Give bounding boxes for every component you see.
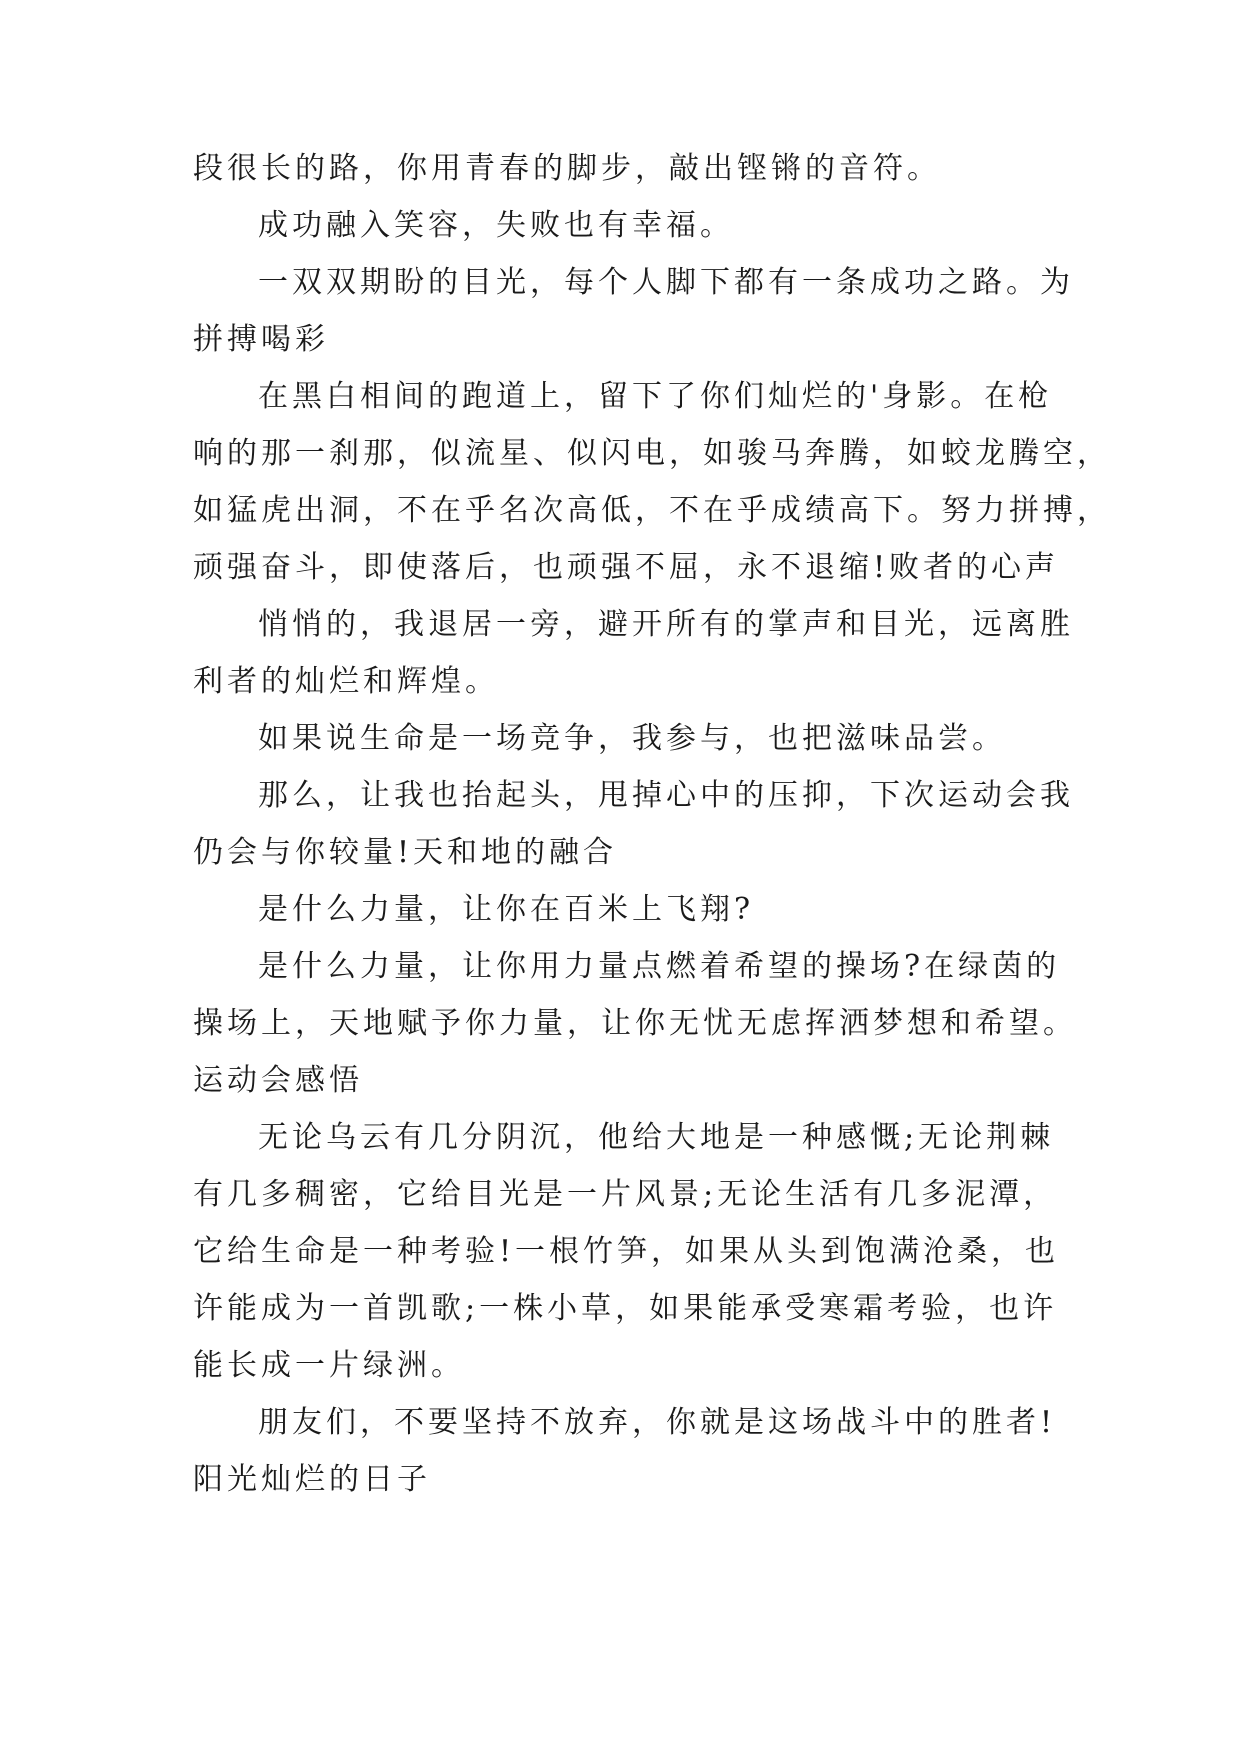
- text-line: 顽强奋斗，即使落后，也顽强不屈，永不退缩!败者的心声: [193, 550, 1060, 585]
- text-line: 一双双期盼的目光，每个人脚下都有一条成功之路。为: [258, 265, 1074, 300]
- text-line: 成功融入笑容，失败也有幸福。: [258, 208, 734, 243]
- section-heading: 阳光灿烂的日子: [193, 1462, 431, 1497]
- text-line: 那么，让我也抬起头，甩掉心中的压抑，下次运动会我: [258, 778, 1074, 813]
- text-line: 如果说生命是一场竞争，我参与，也把滋味品尝。: [258, 721, 1006, 756]
- text-line: 是什么力量，让你用力量点燃着希望的操场?在绿茵的: [258, 949, 1061, 984]
- text-line: 许能成为一首凯歌;一株小草，如果能承受寒霜考验，也许: [193, 1291, 1058, 1326]
- text-line: 有几多稠密，它给目光是一片风景;无论生活有几多泥潭，: [193, 1177, 1058, 1212]
- text-line: 如猛虎出洞，不在乎名次高低，不在乎成绩高下。努力拼搏，: [193, 493, 1111, 528]
- text-line: 悄悄的，我退居一旁，避开所有的掌声和目光，远离胜: [258, 607, 1074, 642]
- text-line: 它给生命是一种考验!一根竹笋，如果从头到饱满沧桑，也: [193, 1234, 1060, 1269]
- text-line: 能长成一片绿洲。: [193, 1348, 465, 1383]
- text-line: 操场上，天地赋予你力量，让你无忧无虑挥洒梦想和希望。: [193, 1006, 1077, 1041]
- text-line: 无论乌云有几分阴沉，他给大地是一种感慨;无论荆棘: [258, 1120, 1055, 1155]
- text-line: 段很长的路，你用青春的脚步，敲出铿锵的音符。: [193, 151, 941, 186]
- section-heading: 运动会感悟: [193, 1063, 363, 1098]
- text-line: 朋友们，不要坚持不放弃，你就是这场战斗中的胜者!: [258, 1405, 1057, 1440]
- text-line: 响的那一刹那，似流星、似闪电，如骏马奔腾，如蛟龙腾空，: [193, 436, 1111, 471]
- text-line: 是什么力量，让你在百米上飞翔?: [258, 892, 755, 927]
- text-line: 拼搏喝彩: [193, 322, 329, 357]
- text-line: 在黑白相间的跑道上，留下了你们灿烂的'身影。在枪: [258, 379, 1053, 414]
- text-line: 利者的灿烂和辉煌。: [193, 664, 499, 699]
- text-line: 仍会与你较量!天和地的融合: [193, 835, 618, 870]
